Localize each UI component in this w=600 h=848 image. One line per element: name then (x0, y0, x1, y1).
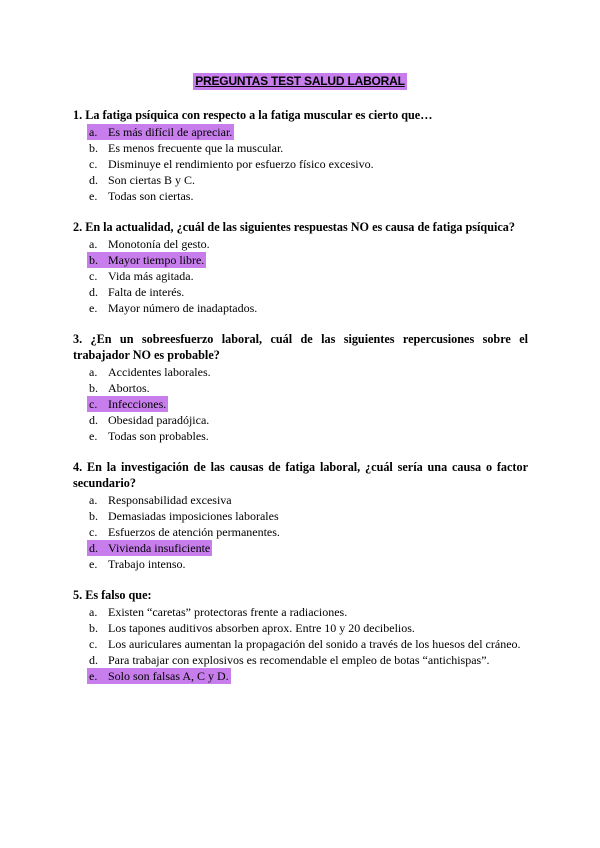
option-letter: e. (89, 301, 98, 315)
option-text: Monotonía del gesto. (108, 237, 210, 251)
option-letter: c. (89, 525, 98, 539)
answer-options (73, 124, 528, 204)
option-letter: c. (89, 397, 98, 411)
option-letter: a. (89, 365, 98, 379)
option-letter: b. (89, 381, 98, 395)
option-text: Trabajo intenso. (108, 557, 186, 571)
option-letter: c. (89, 269, 98, 283)
option-letter: a. (89, 237, 98, 251)
option-text: Demasiadas imposiciones laborales (108, 509, 279, 523)
question-5 (73, 587, 528, 684)
question-4 (73, 459, 528, 572)
option-letter: a. (89, 605, 98, 619)
answer-option (73, 284, 528, 300)
option-letter: d. (89, 541, 98, 555)
option-letter: e. (89, 429, 98, 443)
document-title: PREGUNTAS TEST SALUD LABORAL (195, 74, 405, 88)
question-text: 3. ¿En un sobreesfuerzo laboral, cuál de las siguientes repercusiones sobre el trabajador NO es probable? (73, 332, 528, 362)
answer-options (73, 364, 528, 444)
answer-options (73, 236, 528, 316)
option-text: Infecciones. (108, 397, 167, 411)
answer-option (73, 492, 528, 508)
question-text: 1. La fatiga psíquica con respecto a la fatiga muscular es cierto que… (73, 108, 433, 122)
option-letter: e. (89, 557, 98, 571)
answer-option (73, 156, 528, 172)
option-text: Es menos frecuente que la muscular. (108, 141, 284, 155)
answer-option (73, 556, 528, 572)
option-text: Los tapones auditivos absorben aprox. Entre 10 y 20 decibelios. (108, 621, 415, 635)
option-text: Todas son probables. (108, 429, 209, 443)
option-letter: b. (89, 253, 98, 267)
option-letter: b. (89, 509, 98, 523)
option-letter: c. (89, 157, 98, 171)
option-letter: b. (89, 141, 98, 155)
option-text: Solo son falsas A, C y D. (108, 669, 229, 683)
option-letter: a. (89, 125, 98, 139)
option-text: Accidentes laborales. (108, 365, 211, 379)
option-text: Mayor tiempo libre. (108, 253, 205, 267)
question-3 (73, 331, 528, 444)
option-letter: d. (89, 653, 98, 667)
answer-option (73, 604, 528, 620)
question-2 (73, 219, 528, 316)
option-text: Responsabilidad excesiva (108, 493, 232, 507)
answer-option (73, 268, 528, 284)
option-letter: d. (89, 285, 98, 299)
option-text: Es más difícil de apreciar. (108, 125, 233, 139)
option-letter: a. (89, 493, 98, 507)
answer-option (73, 652, 528, 668)
answer-option (73, 428, 528, 444)
answer-option (73, 172, 528, 188)
option-text: Son ciertas B y C. (108, 173, 195, 187)
answer-option-highlighted (73, 396, 528, 412)
option-letter: d. (89, 413, 98, 427)
option-text: Disminuye el rendimiento por esfuerzo físico excesivo. (108, 157, 374, 171)
option-text: Vivienda insuficiente (108, 541, 211, 555)
answer-option (73, 412, 528, 428)
answer-option (73, 508, 528, 524)
answer-option (73, 236, 528, 252)
answer-option (73, 140, 528, 156)
question-text: 4. En la investigación de las causas de fatiga laboral, ¿cuál sería una causa o factor secundario? (73, 460, 528, 490)
option-letter: c. (89, 637, 98, 651)
question-text: 2. En la actualidad, ¿cuál de las siguientes respuestas NO es causa de fatiga psíquica? (73, 220, 515, 234)
option-text: Abortos. (108, 381, 150, 395)
answer-option (73, 620, 528, 636)
option-text: Los auriculares aumentan la propagación del sonido a través de los huesos del cráneo. (108, 637, 521, 651)
option-text: Existen “caretas” protectoras frente a radiaciones. (108, 605, 348, 619)
option-letter: e. (89, 669, 98, 683)
option-text: Vida más agitada. (108, 269, 194, 283)
answer-option (73, 300, 528, 316)
option-letter: b. (89, 621, 98, 635)
answer-option (73, 380, 528, 396)
answer-option-highlighted (73, 668, 528, 684)
option-text: Obesidad paradójica. (108, 413, 210, 427)
option-text: Todas son ciertas. (108, 189, 194, 203)
answer-option-highlighted (73, 124, 528, 140)
option-text: Esfuerzos de atención permanentes. (108, 525, 280, 539)
option-text: Falta de interés. (108, 285, 185, 299)
answer-option (73, 364, 528, 380)
option-letter: e. (89, 189, 98, 203)
question-list (73, 107, 528, 699)
answer-option (73, 524, 528, 540)
answer-options (73, 492, 528, 572)
question-text: 5. Es falso que: (73, 588, 152, 602)
answer-option-highlighted (73, 540, 528, 556)
answer-option-highlighted (73, 252, 528, 268)
title-wrap (0, 72, 600, 90)
answer-option (73, 188, 528, 204)
answer-options (73, 604, 528, 684)
option-text: Mayor número de inadaptados. (108, 301, 258, 315)
option-text: Para trabajar con explosivos es recomendable el empleo de botas “antichispas”. (108, 653, 490, 667)
option-letter: d. (89, 173, 98, 187)
question-1 (73, 107, 528, 204)
answer-option (73, 636, 528, 652)
